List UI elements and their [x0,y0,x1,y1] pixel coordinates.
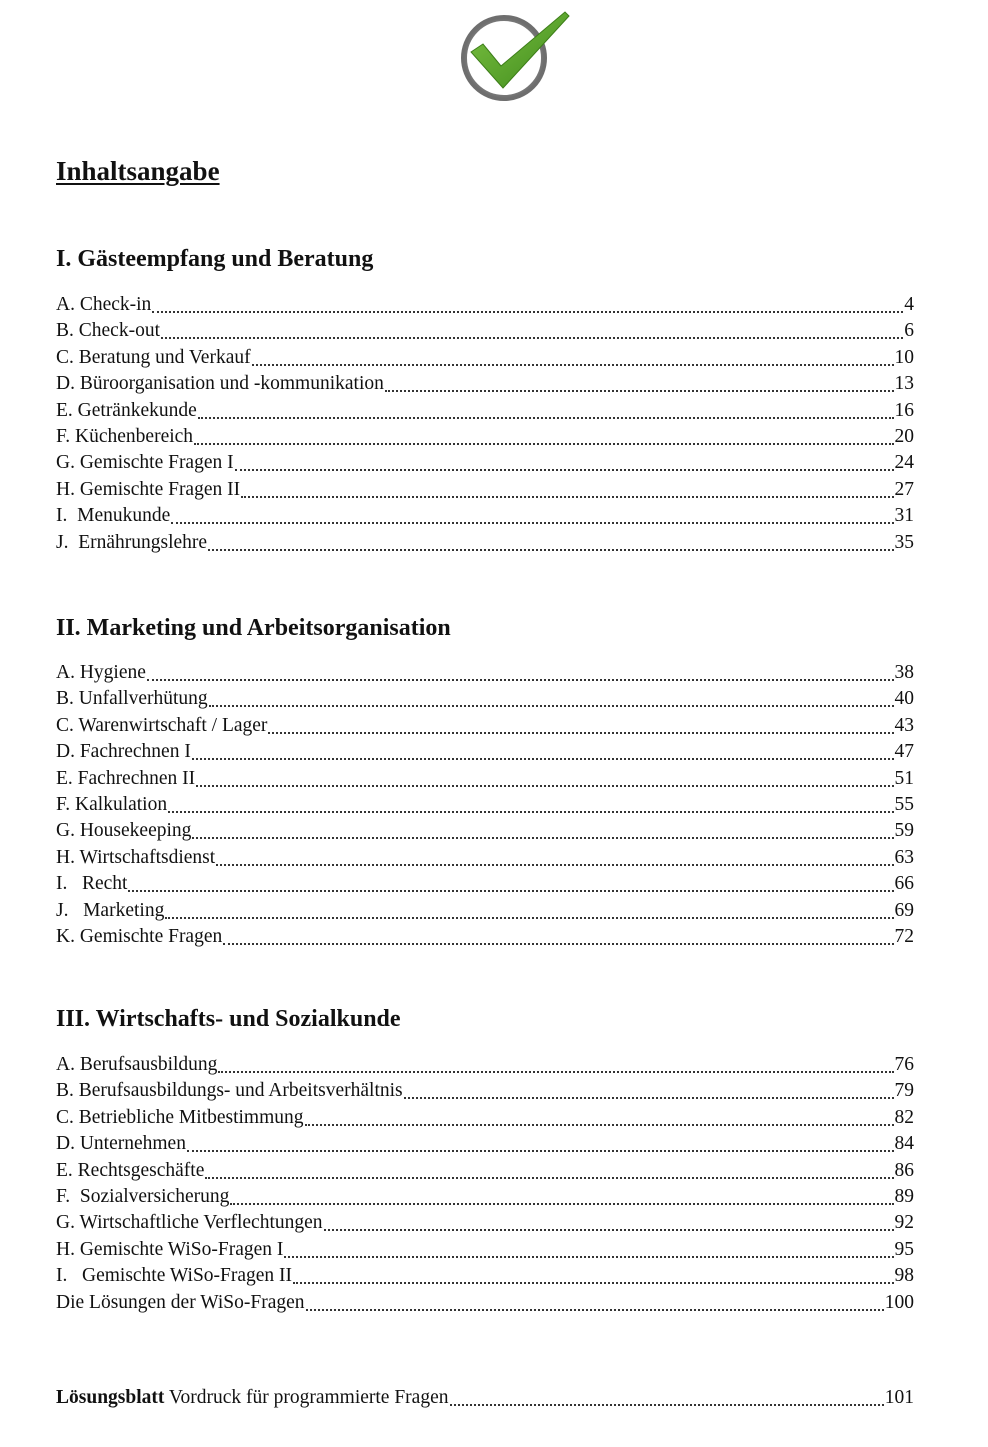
toc-entry [56,845,914,871]
toc-entry [56,424,914,450]
toc-entry-label: I. Menukunde [56,505,171,527]
dot-leader [168,811,893,813]
dot-leader [128,890,893,892]
toc-section-1 [56,244,914,556]
page-number: 55 [894,793,914,815]
toc-entry [56,530,914,556]
toc-entry-label: D. Unternehmen [56,1133,186,1155]
toc-entry-label: F. Sozialversicherung [56,1185,230,1207]
toc-entry-label: D. Büroorganisation und -kommunikation [56,373,384,395]
toc-entry [56,1158,914,1184]
dot-leader [324,1229,894,1231]
toc-entry-label: B. Berufsausbildungs- und Arbeitsverhältnis [56,1080,403,1102]
dot-leader [208,549,893,551]
toc-entry [56,766,914,792]
toc-entry-label: H. Wirtschaftsdienst [56,846,216,868]
toc-entry-label: A. Berufsausbildung [56,1054,218,1075]
dot-leader [385,390,894,392]
toc-entry-label: C. Warenwirtschaft / Lager [56,714,268,736]
dot-leader [187,1150,894,1152]
toc-entry-label: D. Fachrechnen I [56,741,191,763]
toc-entry [56,1105,914,1131]
dot-leader [241,496,893,498]
toc-entry-label: F. Küchenbereich [56,425,194,447]
dot-leader [192,837,893,839]
page-number: 24 [894,452,914,474]
dot-leader [305,1124,894,1126]
toc-entry-label: C. Betriebliche Mitbestimmung [56,1106,304,1128]
page-number: 69 [894,899,914,921]
page-number: 40 [894,688,914,710]
dot-leader [192,758,894,760]
section-heading: II. Marketing und Arbeitsorganisation [56,615,451,641]
toc-entry-label: B. Unfallverhütung [56,688,208,710]
dot-leader [268,732,893,734]
page-number: 47 [894,741,914,763]
toc-entry-label: E. Getränkekunde [56,399,197,421]
page-title: Inhaltsangabe [56,156,220,186]
dot-leader [293,1282,893,1284]
page-number: 66 [894,873,914,895]
dot-leader [284,1256,893,1258]
page-number: 20 [894,425,914,447]
dot-leader [223,943,893,945]
toc-entry [56,1385,914,1411]
page-number: 4 [904,294,914,315]
toc-section-3 [56,1004,914,1316]
dot-leader [205,1177,893,1179]
page-number: 10 [894,346,914,368]
toc-list [56,1052,914,1316]
page-number: 38 [894,662,914,683]
page-number: 84 [894,1133,914,1155]
toc-entry-label: E. Rechtsgeschäfte [56,1159,205,1181]
toc-entry-label: A. Check-in [56,294,152,315]
toc-entry-label: E. Fachrechnen II [56,767,196,789]
page-number: 82 [894,1106,914,1128]
dot-leader [404,1097,894,1099]
dot-leader [198,417,894,419]
dot-leader [152,311,903,313]
page-number: 86 [894,1159,914,1181]
toc-entry [56,1290,914,1316]
toc-entry-label: K. Gemischte Fragen [56,925,223,947]
dot-leader [165,917,893,919]
page-number: 16 [894,399,914,421]
page-number: 76 [894,1054,914,1075]
toc-entry-label: C. Beratung und Verkauf [56,346,251,368]
toc-entry [56,1210,914,1236]
toc-entry-label: G. Gemischte Fragen I [56,452,234,474]
toc-entry-label: I. Gemischte WiSo-Fragen II [56,1265,293,1287]
toc-entry-label: J. Ernährungslehre [56,531,208,553]
toc-entry [56,713,914,739]
toc-section-2 [56,613,914,950]
dot-leader [252,364,894,366]
footer-entry [56,1385,914,1411]
page-number: 63 [894,846,914,868]
page-number: 72 [894,925,914,947]
toc-list [56,292,914,556]
toc-entry [56,503,914,529]
page-number: 98 [894,1265,914,1287]
section-heading: I. Gästeempfang und Beratung [56,246,374,272]
dot-leader [161,337,903,339]
toc-list [56,660,914,950]
dot-leader [194,443,893,445]
dot-leader [171,522,893,524]
dot-leader [209,705,894,707]
toc-entry-label: Die Lösungen der WiSo-Fragen [56,1291,305,1313]
toc-entry [56,1184,914,1210]
footer-bold-label: Lösungsblatt [56,1387,165,1408]
checkmark-circle-icon [457,8,573,104]
toc-entry-label: A. Hygiene [56,662,146,683]
toc-entry [56,660,914,686]
toc-entry [56,871,914,897]
section-heading: III. Wirtschafts- und Sozialkunde [56,1006,401,1032]
page-number: 13 [894,373,914,395]
page-number: 6 [904,320,914,342]
page-number: 79 [894,1080,914,1102]
footer-label: Vordruck für programmierte Fragen [164,1387,449,1408]
dot-leader [218,1071,893,1073]
dot-leader [147,679,894,681]
dot-leader [450,1404,884,1406]
page-number: 95 [894,1238,914,1260]
page-number: 101 [884,1387,914,1408]
toc-entry [56,371,914,397]
dot-leader [216,864,893,866]
page-number: 59 [894,820,914,842]
toc-entry-label: H. Gemischte Fragen II [56,478,241,500]
dot-leader [306,1309,884,1311]
toc-entry [56,1078,914,1104]
toc-entry-label: F. Kalkulation [56,793,168,815]
dot-leader [196,785,893,787]
toc-entry [56,924,914,950]
toc-entry-label: I. Recht [56,873,128,895]
toc-entry [56,292,914,318]
toc-entry [56,1237,914,1263]
toc-entry [56,686,914,712]
toc-entry-label: H. Gemischte WiSo-Fragen I [56,1238,284,1260]
toc-entry [56,345,914,371]
page-number: 100 [884,1291,914,1313]
toc-entry [56,450,914,476]
toc-entry [56,1052,914,1078]
page-number: 43 [894,714,914,736]
page-number: 89 [894,1185,914,1207]
toc-entry-label: G. Housekeeping [56,820,192,842]
page-number: 51 [894,767,914,789]
toc-entry-label: G. Wirtschaftliche Verflechtungen [56,1212,323,1234]
toc-entry-label: J. Marketing [56,899,165,921]
page-number: 31 [894,505,914,527]
page-number: 92 [894,1212,914,1234]
toc-entry [56,1263,914,1289]
toc-entry [56,318,914,344]
toc-entry [56,1131,914,1157]
page-number: 35 [894,531,914,553]
toc-entry [56,739,914,765]
toc-entry [56,898,914,924]
page-number: 27 [894,478,914,500]
dot-leader [235,469,894,471]
toc-entry [56,818,914,844]
toc-entry [56,477,914,503]
toc-entry-label: B. Check-out [56,320,160,342]
toc-entry [56,398,914,424]
dot-leader [230,1203,893,1205]
toc-entry [56,792,914,818]
